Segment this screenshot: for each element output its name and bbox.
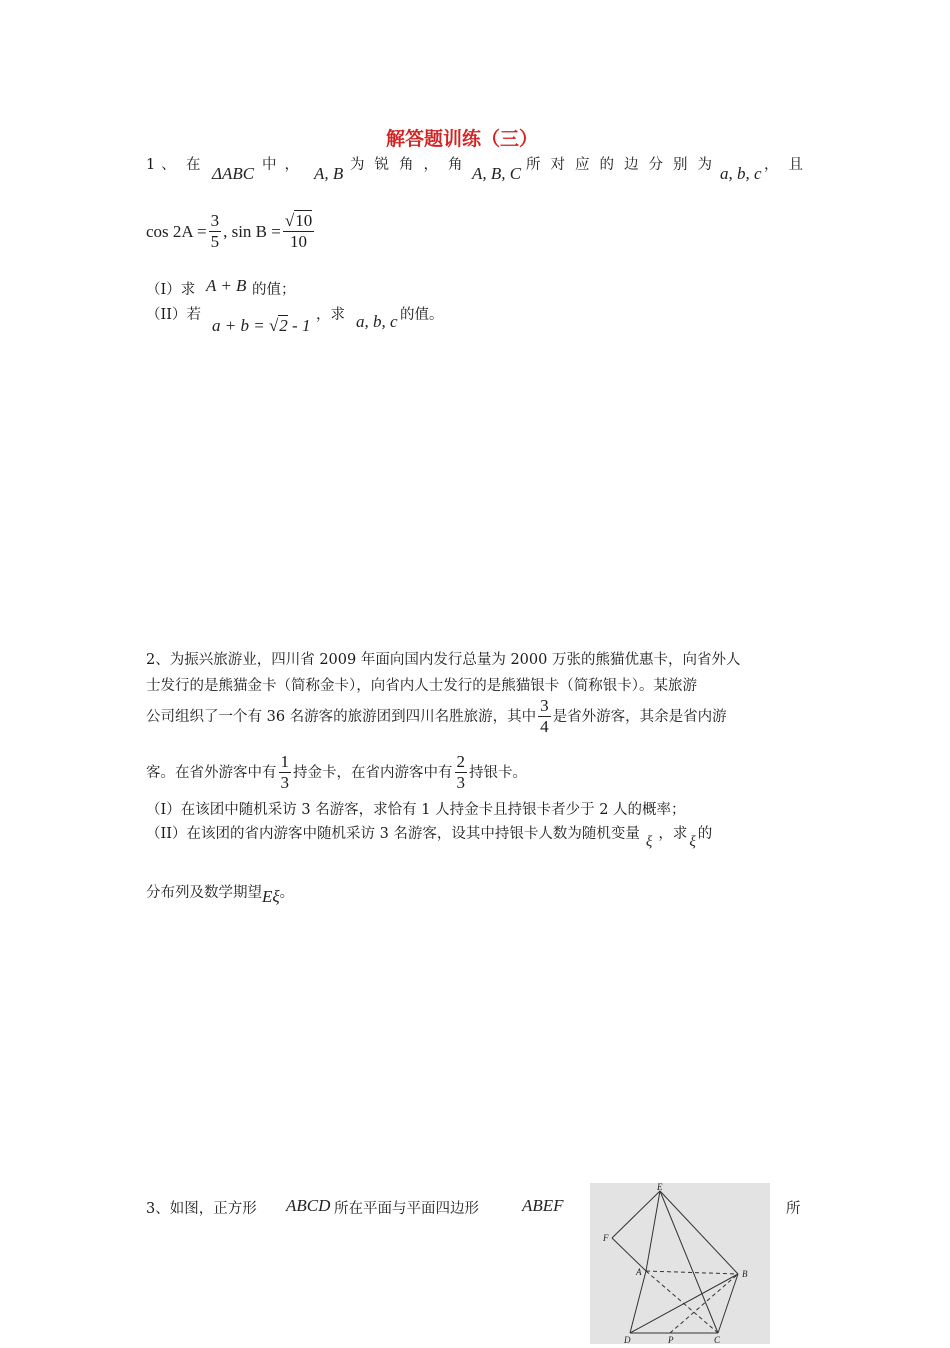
q2-line: 2、为振兴旅游业，四川省 2009 年面向国内发行总量为 2000 万张的熊猫优惠卡，向省外人 xyxy=(146,652,741,668)
q2-fraction: $\frac{1}{3}$ xyxy=(280,752,289,792)
label-C: C xyxy=(714,1335,721,1344)
q2-expectation: Eξ xyxy=(262,887,280,906)
q2-part-1: （I）在该团中随机采访 3 名游客，求恰有 1 人持金卡且持银卡者少于 2 人的概率； xyxy=(146,802,686,818)
q1-text: 在 xyxy=(186,157,201,173)
q1-given-formula xyxy=(146,212,316,251)
label-P: P xyxy=(668,1335,674,1344)
q3-text: 3、如图，正方形 xyxy=(146,1201,257,1217)
q1-fraction: $\frac{3}{5}$ xyxy=(210,211,220,251)
page-title: 解答题训练（三） xyxy=(386,128,539,150)
q3-quadrilateral: ABEF xyxy=(522,1196,564,1215)
q1-part-2: ，求 xyxy=(316,307,345,323)
q1-part-1-math: A + B xyxy=(206,276,247,295)
q1-sides: a, b, c xyxy=(720,164,762,183)
q1-part-2-math: a + b = √2 - 1 xyxy=(212,316,311,335)
q1-text: 所对应的边分别为 xyxy=(526,157,722,173)
q2-line: 士发行的是熊猫金卡（简称金卡），向省内人士发行的是熊猫银卡（简称银卡）。某旅游 xyxy=(146,678,697,694)
q2-part-2: （II）在该团的省内游客中随机采访 3 名游客，设其中持银卡人数为随机变量 ξ ，求 ξ 的 xyxy=(146,826,713,850)
q1-text: 为锐角，角 xyxy=(350,157,473,173)
q3-text: 所在平面与平面四边形 xyxy=(334,1201,479,1217)
q1-part-1: 的值； xyxy=(252,282,296,298)
q2-xi: ξ xyxy=(689,834,696,850)
q3-geometry-figure xyxy=(590,1183,770,1344)
label-A: A xyxy=(636,1267,642,1277)
label-B: B xyxy=(742,1269,748,1279)
q2-xi: ξ xyxy=(645,834,653,850)
q1-fraction: $\frac{√10}{10}$ xyxy=(284,211,313,251)
q1-number: 1、 xyxy=(146,157,182,173)
q1-triangle: ΔABC xyxy=(212,164,255,183)
q1-angles-ab: A, B xyxy=(314,164,344,183)
q1-part-2: 的值。 xyxy=(400,307,444,323)
q1-part-2: （II）若 xyxy=(146,307,201,323)
q2-line: 公司组织了一个有 36 名游客的旅游团到四川名胜旅游，其中 $\frac{3}{4}$ 是省外游客，其余是省内游 xyxy=(146,696,727,736)
q2-fraction: $\frac{2}{3}$ xyxy=(456,752,465,792)
q2-part-2-cont: 分布列及数学期望Eξ。 xyxy=(146,885,295,906)
q3-square: ABCD xyxy=(286,1196,331,1215)
q1-cos: cos 2A = xyxy=(146,221,207,241)
q1-text: 中， xyxy=(262,157,307,173)
q1-part-1: （I）求 xyxy=(146,282,196,298)
label-D: D xyxy=(624,1335,631,1344)
q2-fraction: $\frac{3}{4}$ xyxy=(540,696,549,736)
q1-sin: , sin B = xyxy=(223,221,281,241)
q1-text: ，且 xyxy=(764,157,813,173)
q1-angles-abc: A, B, C xyxy=(472,164,522,183)
q3-text: 所 xyxy=(786,1201,801,1217)
label-E: E xyxy=(657,1183,663,1192)
label-F: F xyxy=(603,1233,609,1243)
q1-part-2-math: a, b, c xyxy=(356,312,398,331)
geometry-diagram xyxy=(590,1183,770,1344)
q2-line: 客。在省外游客中有 $\frac{1}{3}$ 持金卡，在省内游客中有 $\frac{2}{3}$ 持银卡。 xyxy=(146,752,527,792)
